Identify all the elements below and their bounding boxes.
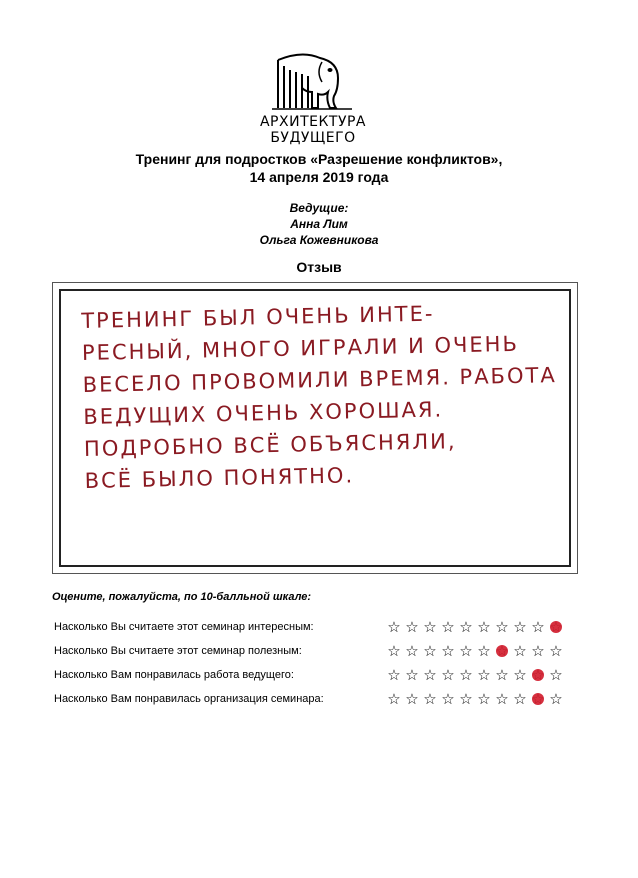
star-icon[interactable]: ☆ <box>459 666 473 684</box>
star-icon[interactable]: ☆ <box>441 690 455 708</box>
elephant-logo-icon <box>272 52 354 114</box>
star-icon[interactable]: ☆ <box>423 666 437 684</box>
review-line: РЕСНЫЙ, МНОГО ИГРАЛИ И ОЧЕНЬ <box>81 331 520 365</box>
rating-heading: Оцените, пожалуйста, по 10-балльной шкале: <box>52 591 312 603</box>
star-icon[interactable]: ☆ <box>549 690 563 708</box>
rating-question: Насколько Вам понравилась работа ведущего: <box>54 669 294 681</box>
star-icon[interactable]: ☆ <box>459 642 473 660</box>
review-box <box>52 282 578 574</box>
star-icon[interactable]: ☆ <box>531 642 545 660</box>
star-icon[interactable]: ☆ <box>549 666 563 684</box>
host-name: Анна Лим <box>290 217 348 231</box>
star-icon[interactable]: ☆ <box>477 690 491 708</box>
star-icon[interactable]: ☆ <box>423 690 437 708</box>
review-line: ВСЁ БЫЛО ПОНЯТНО. <box>84 463 355 493</box>
star-icon[interactable]: ☆ <box>477 666 491 684</box>
star-icon[interactable]: ☆ <box>441 618 455 636</box>
rating-row-interesting <box>54 619 584 635</box>
star-icon[interactable]: ☆ <box>549 642 563 660</box>
rating-question: Насколько Вам понравилась организация семинара: <box>54 693 324 705</box>
hosts-block <box>160 200 478 248</box>
rating-question: Насколько Вы считаете этот семинар полезным: <box>54 645 302 657</box>
rating-question: Насколько Вы считаете этот семинар интересным: <box>54 621 314 633</box>
star-icon[interactable]: ☆ <box>477 642 491 660</box>
review-line: ПОДРОБНО ВСЁ ОБЪЯСНЯЛИ, <box>83 429 457 461</box>
star-icon[interactable]: ☆ <box>477 618 491 636</box>
star-icon[interactable]: ☆ <box>495 618 509 636</box>
review-line: ВЕСЕЛО ПРОВОМИЛИ ВРЕМЯ. РАБОТА <box>82 363 557 397</box>
logo-text: АРХИТЕКТУРА БУДУЩЕГО <box>259 114 367 146</box>
star-icon[interactable]: ☆ <box>495 666 509 684</box>
title-line-2: 14 апреля 2019 года <box>249 169 389 185</box>
star-icon[interactable]: ☆ <box>405 666 419 684</box>
review-line: ТРЕНИНГ БЫЛ ОЧЕНЬ ИНТЕ- <box>81 301 435 333</box>
star-icon[interactable]: ☆ <box>441 666 455 684</box>
star-icon[interactable]: ☆ <box>513 618 527 636</box>
star-icon[interactable]: ☆ <box>405 690 419 708</box>
rating-row-organization <box>54 691 584 707</box>
star-icon[interactable]: ☆ <box>459 690 473 708</box>
title-line-1: Тренинг для подростков «Разрешение конфликтов», <box>135 151 503 167</box>
star-icon[interactable]: ☆ <box>513 690 527 708</box>
selected-mark <box>496 645 508 657</box>
star-icon[interactable]: ☆ <box>423 618 437 636</box>
star-icon[interactable]: ☆ <box>531 618 545 636</box>
star-icon[interactable]: ☆ <box>405 618 419 636</box>
star-icon[interactable]: ☆ <box>459 618 473 636</box>
star-icon[interactable]: ☆ <box>387 690 401 708</box>
review-line: ВЕДУЩИХ ОЧЕНЬ ХОРОШАЯ. <box>83 397 444 429</box>
selected-mark <box>532 669 544 681</box>
star-icon[interactable]: ☆ <box>387 618 401 636</box>
star-icon[interactable]: ☆ <box>387 666 401 684</box>
star-icon[interactable]: ☆ <box>423 642 437 660</box>
star-icon[interactable]: ☆ <box>405 642 419 660</box>
rating-row-useful <box>54 643 584 659</box>
star-icon[interactable]: ☆ <box>387 642 401 660</box>
star-icon[interactable]: ☆ <box>513 642 527 660</box>
hosts-label: Ведущие: <box>289 201 349 215</box>
selected-mark <box>550 621 562 633</box>
handwritten-review <box>81 295 565 497</box>
star-icon[interactable]: ☆ <box>495 690 509 708</box>
review-frame <box>59 289 571 567</box>
rating-row-host <box>54 667 584 683</box>
selected-mark <box>532 693 544 705</box>
logo <box>224 52 402 146</box>
host-name: Ольга Кожевникова <box>259 233 379 247</box>
star-icon[interactable]: ☆ <box>441 642 455 660</box>
star-icon[interactable]: ☆ <box>513 666 527 684</box>
review-heading: Отзыв <box>296 259 342 275</box>
page-title <box>60 150 578 186</box>
